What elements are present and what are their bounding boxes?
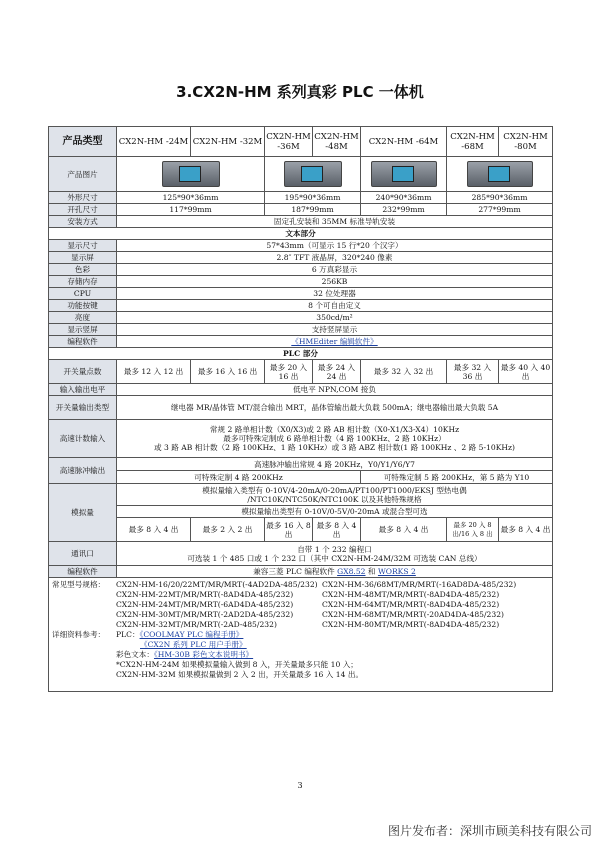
example-model: CX2N-HM-32MT/MR/MRT(-2AD-485/232) bbox=[116, 620, 277, 629]
pulse-left: 可特殊定制 4 路 200KHz bbox=[117, 471, 361, 484]
text-section-title: 文本部分 bbox=[49, 228, 553, 240]
analog-value: 最多 8 入 4 出 bbox=[117, 518, 191, 542]
spec-value: 350cd/m² bbox=[117, 312, 553, 324]
spec-label: 功能按键 bbox=[49, 300, 117, 312]
spec-label: CPU bbox=[49, 288, 117, 300]
model-64m: CX2N-HM -64M bbox=[361, 127, 447, 157]
dim-value: 195*90*36mm bbox=[265, 192, 361, 204]
page-number: 3 bbox=[297, 781, 303, 790]
analog-value: 最多 2 入 2 出 bbox=[191, 518, 265, 542]
dim-value: 285*90*36mm bbox=[447, 192, 553, 204]
spec-value: 6 万真彩显示 bbox=[117, 264, 553, 276]
analog-value: 最多 20 入 8 出/16 入 8 出 bbox=[447, 518, 499, 542]
plc-section-title: PLC 部分 bbox=[49, 348, 553, 360]
dim-label: 外形尺寸 bbox=[49, 192, 117, 204]
example-model: CX2N-HM-80MT/MR/MRT(-8AD4DA-485/232) bbox=[322, 620, 500, 629]
spec-value: 2.8″ TFT 液晶屏，320*240 像素 bbox=[117, 252, 553, 264]
spec-value: 32 位处理器 bbox=[117, 288, 553, 300]
switch-value: 最多 12 入 12 出 bbox=[117, 360, 191, 384]
example-model: CX2N-HM-68MT/MR/MRT(-20AD4DA-485/232) bbox=[322, 610, 505, 619]
mount-label: 安装方式 bbox=[49, 216, 117, 228]
mount-value: 固定孔安装和 35MM 标准导轨安装 bbox=[117, 216, 553, 228]
io-level-label: 输入输出电平 bbox=[49, 384, 117, 396]
header-row bbox=[49, 127, 553, 157]
spec-label: 显示尺寸 bbox=[49, 240, 117, 252]
hole-value: 117*99mm bbox=[117, 204, 265, 216]
spec-value: 57*43mm（可显示 15 行*20 个汉字） bbox=[117, 240, 553, 252]
model-48m: CX2N-HM -48M bbox=[313, 127, 361, 157]
dim-value: 240*90*36mm bbox=[361, 192, 447, 204]
product-image-64 bbox=[361, 157, 447, 192]
model-36m: CX2N-HM -36M bbox=[265, 127, 313, 157]
hole-label: 开孔尺寸 bbox=[49, 204, 117, 216]
switch-value: 最多 20 入 16 出 bbox=[265, 360, 313, 384]
analog-value: 最多 8 入 4 出 bbox=[313, 518, 361, 542]
analog-value: 最多 16 入 8 出 bbox=[265, 518, 313, 542]
switch-value: 最多 24 入 24 出 bbox=[313, 360, 361, 384]
counter-line: 最多可特殊定制成 6 路单相计数（4 路 100KHz、2 路 10KHz） bbox=[223, 434, 446, 443]
counter-line: 或 3 路 AB 相计数（2 路 100KHz、1 路 10KHz）或 3 路 ABZ 相计数(1 路 100KHz 、2 路 5-10KHz) bbox=[154, 443, 515, 452]
pulse-label: 高速脉冲输出 bbox=[49, 458, 117, 484]
works2-software-link[interactable]: WORKS 2 bbox=[377, 567, 416, 576]
switch-value: 最多 40 入 40 出 bbox=[499, 360, 553, 384]
examples-block: 常见型号规格： CX2N-HM-16/20/22MT/MR/MRT(-4AD2DA-485/232) CX2N-HM-36/68MT/MR/MRT(-16AD8DA-485/232) CX2N-HM-22MT/MR/MRT(-8AD4DA-485/232) CX2N-HM-48MT/MR/MRT(-8AD4DA-485/232) CX2N-HM-24MT/MR/MRT(-6AD4DA-485/232) CX2N-HM-64MT/MR/MRT(-8AD4DA-485/232) CX2N-HM-30MT/MR/MRT(-2AD2DA-485/232) CX2N-HM-68MT/MR/MRT(-20AD4DA-485/232) CX2N-HM-32MT/MR/MRT(-2AD-485/232) CX2N-HM-80MT/MR/MRT(-8AD4DA-485/232) 详细资料参考： PLC：《COOLMAY PLC 编程手册》 《CX2N 系列 PLC 用户手册》 彩色文本：《HM-30B 彩色文本说明书》 *CX2N-HM-24M 如果模拟量输入做到 8 入，开关量最多只能 10 入； CX2N-HM-32M 如果模拟量做到 2 入 2 出，开关量最多 16 入 14 出。 bbox=[49, 578, 553, 692]
note-line: *CX2N-HM-24M 如果模拟量输入做到 8 入，开关量最多只能 10 入； bbox=[116, 660, 358, 669]
software-label: 编程软件 bbox=[49, 566, 117, 578]
example-model: CX2N-HM-36/68MT/MR/MRT(-16AD8DA-485/232) bbox=[322, 580, 517, 589]
output-type-label: 开关量输出类型 bbox=[49, 396, 117, 420]
note-line: CX2N-HM-32M 如果模拟量做到 2 入 2 出，开关量最多 16 入 14 出。 bbox=[116, 670, 364, 679]
example-model: CX2N-HM-24MT/MR/MRT(-6AD4DA-485/232) bbox=[116, 600, 294, 609]
spec-value: 支持竖屏显示 bbox=[117, 324, 553, 336]
plc-manual-link[interactable]: 《COOLMAY PLC 编程手册》 bbox=[139, 630, 244, 639]
example-model: CX2N-HM-64MT/MR/MRT(-8AD4DA-485/232) bbox=[322, 600, 500, 609]
comm-label: 通讯口 bbox=[49, 542, 117, 566]
io-level-value: 低电平 NPN,COM 接负 bbox=[117, 384, 553, 396]
spec-label: 亮度 bbox=[49, 312, 117, 324]
switch-value: 最多 32 入 36 出 bbox=[447, 360, 499, 384]
analog-value: 最多 8 入 4 出 bbox=[499, 518, 553, 542]
pulse-common: 高速脉冲输出常规 4 路 20KHz，Y0/Y1/Y6/Y7 bbox=[117, 458, 553, 471]
publisher-footer: 图片发布者：深圳市顾美科技有限公司 bbox=[387, 824, 592, 838]
plc-user-manual-link[interactable]: 《CX2N 系列 PLC 用户手册》 bbox=[140, 640, 247, 649]
model-80m: CX2N-HM -80M bbox=[499, 127, 553, 157]
comm-value bbox=[117, 542, 553, 566]
hole-value: 232*99mm bbox=[361, 204, 447, 216]
image-label: 产品图片 bbox=[49, 157, 117, 192]
switch-value: 最多 16 入 16 出 bbox=[191, 360, 265, 384]
hmediter-software-link[interactable]: 《HMEditer 编辑软件》 bbox=[291, 337, 378, 346]
spec-label: 显示屏 bbox=[49, 252, 117, 264]
hole-value: 277*99mm bbox=[447, 204, 553, 216]
product-image-36-48 bbox=[265, 157, 361, 192]
switch-label: 开关量点数 bbox=[49, 360, 117, 384]
spec-label: 存储内存 bbox=[49, 276, 117, 288]
image-row bbox=[49, 157, 553, 192]
example-model: CX2N-HM-22MT/MR/MRT(-8AD4DA-485/232) bbox=[116, 590, 294, 599]
software-value: 兼容三菱 PLC 编程软件 GX8.52 和 WORKS 2 bbox=[117, 566, 553, 578]
pulse-right: 可特殊定制 5 路 200KHz，第 5 路为 Y10 bbox=[361, 471, 553, 484]
spec-label: 显示竖屏 bbox=[49, 324, 117, 336]
spec-value: 8 个可自由定义 bbox=[117, 300, 553, 312]
analog-in-line: /NTC10K/NTC50K/NTC100K 以及其他特殊规格 bbox=[247, 494, 422, 504]
analog-in bbox=[117, 484, 553, 506]
hole-value: 187*99mm bbox=[265, 204, 361, 216]
gx-software-link[interactable]: GX8.52 bbox=[337, 567, 366, 576]
spec-table bbox=[48, 126, 553, 692]
counter-line: 常规 2 路单相计数（X0/X3)或 2 路 AB 相计数（X0-X1/X3-X4）10KHz bbox=[209, 425, 460, 434]
model-24m: CX2N-HM -24M bbox=[117, 127, 191, 157]
analog-label: 模拟量 bbox=[49, 484, 117, 542]
examples-grid bbox=[116, 580, 522, 630]
example-model: CX2N-HM-48MT/MR/MRT(-8AD4DA-485/232) bbox=[322, 590, 500, 599]
counter-value bbox=[117, 420, 553, 458]
examples-label: 常见型号规格： bbox=[52, 580, 106, 589]
analog-out: 模拟量输出类型有 0-10V/0-5V/0-20mA 或混合型可选 bbox=[117, 506, 553, 518]
example-model: CX2N-HM-16/20/22MT/MR/MRT(-4AD2DA-485/232) bbox=[116, 580, 318, 589]
spec-label: 色彩 bbox=[49, 264, 117, 276]
spec-label: 编程软件 bbox=[49, 336, 117, 348]
hm30b-manual-link[interactable]: 《HM-30B 彩色文本说明书》 bbox=[153, 650, 254, 659]
model-68m: CX2N-HM -68M bbox=[447, 127, 499, 157]
dim-value: 125*90*36mm bbox=[117, 192, 265, 204]
output-type-value: 继电器 MR/晶体管 MT/混合输出 MRT，晶体管输出最大负载 500mA；继电器输出最大负载 5A bbox=[117, 396, 553, 420]
comm-line: 可选装 1 个 485 口或 1 个 232 口（其中 CX2N-HM-24M/32M 可选装 CAN 总线） bbox=[187, 553, 482, 563]
detail-label: 详细资料参考： bbox=[52, 630, 106, 639]
switch-value: 最多 32 入 32 出 bbox=[361, 360, 447, 384]
product-image-68-80 bbox=[447, 157, 553, 192]
product-image-24-32 bbox=[117, 157, 265, 192]
counter-label: 高速计数输入 bbox=[49, 420, 117, 458]
analog-in-line: 模拟量输入类型有 0-10V/4-20mA/0-20mA/PT100/PT1000/EKSJ 型热电偶 bbox=[202, 485, 467, 495]
comm-line: 自带 1 个 232 编程口 bbox=[297, 544, 372, 554]
model-32m: CX2N-HM -32M bbox=[191, 127, 265, 157]
page-title: 3.CX2N-HM 系列真彩 PLC 一体机 bbox=[176, 83, 424, 101]
product-type-label: 产品类型 bbox=[49, 127, 117, 157]
spec-value: 256KB bbox=[117, 276, 553, 288]
analog-value: 最多 8 入 4 出 bbox=[361, 518, 447, 542]
example-model: CX2N-HM-30MT/MR/MRT(-2AD2DA-485/232) bbox=[116, 610, 294, 619]
